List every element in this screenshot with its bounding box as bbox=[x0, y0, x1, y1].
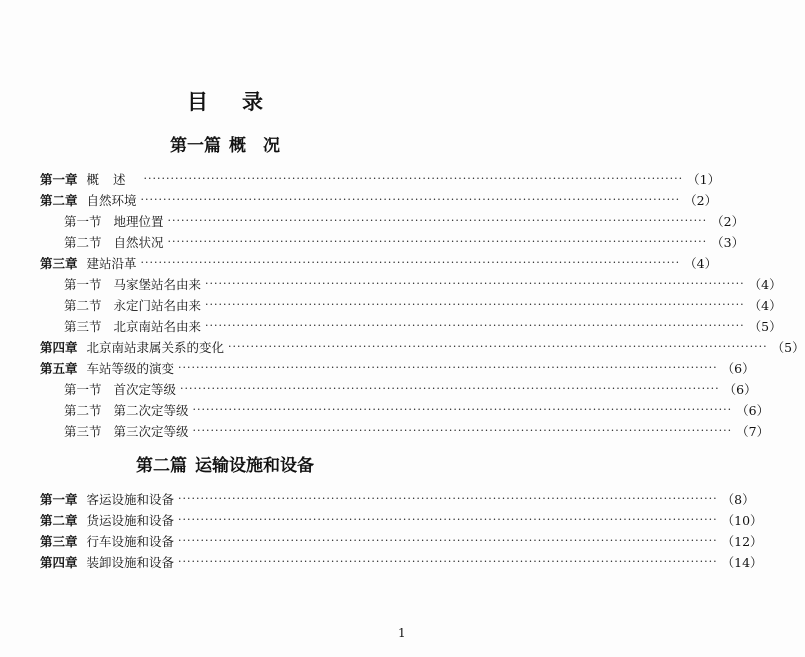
toc-chapter-row[interactable] bbox=[40, 531, 763, 551]
part-heading bbox=[0, 451, 450, 476]
entry-page-number: （4） bbox=[748, 298, 782, 313]
entry-title: 客运设施和设备 bbox=[86, 492, 175, 507]
part-number: 第二篇 bbox=[136, 456, 187, 476]
page-title bbox=[0, 86, 450, 116]
dot-leader: ························································································································ bbox=[192, 403, 733, 416]
dot-leader: ························································································································ bbox=[167, 214, 708, 227]
dot-leader: ························································································································ bbox=[192, 424, 733, 437]
entry-page-number: （4） bbox=[748, 277, 782, 292]
entry-page-number: （10） bbox=[721, 513, 763, 528]
dot-leader: ························································································································ bbox=[167, 235, 708, 248]
entry-title: 马家堡站名由来 bbox=[113, 277, 202, 292]
entry-page-number: （6） bbox=[723, 382, 757, 397]
toc-section-row[interactable] bbox=[64, 274, 782, 294]
section-label: 第三节 bbox=[64, 319, 102, 334]
entry-title: 首次定等级 bbox=[113, 382, 177, 397]
entry-page-number: （8） bbox=[721, 492, 755, 507]
dot-leader: ························································································································ bbox=[205, 319, 745, 332]
toc-chapter-row[interactable] bbox=[40, 337, 805, 357]
chapter-label: 第三章 bbox=[40, 256, 78, 271]
entry-page-number: （2） bbox=[684, 193, 718, 208]
entry-title: 概述 bbox=[86, 172, 140, 187]
dot-leader: ························································································································ bbox=[178, 555, 718, 568]
dot-leader: ························································································································ bbox=[228, 340, 768, 353]
entry-title: 第三次定等级 bbox=[113, 424, 189, 439]
page-number: 1 bbox=[398, 626, 406, 640]
entry-title: 自然状况 bbox=[113, 235, 164, 250]
title-char-1: 目 bbox=[187, 90, 208, 114]
entry-page-number: （5） bbox=[748, 319, 782, 334]
toc-section-row[interactable] bbox=[64, 295, 782, 315]
toc-section-row[interactable] bbox=[64, 232, 745, 252]
entry-title: 行车设施和设备 bbox=[86, 534, 175, 549]
toc-chapter-row[interactable] bbox=[40, 510, 763, 530]
entry-page-number: （7） bbox=[736, 424, 770, 439]
toc-chapter-row[interactable] bbox=[40, 489, 755, 509]
entry-title: 自然环境 bbox=[86, 193, 137, 208]
toc-section-row[interactable] bbox=[64, 211, 745, 231]
chapter-label: 第一章 bbox=[40, 172, 78, 187]
dot-leader: ························································································································ bbox=[140, 193, 681, 206]
chapter-label: 第一章 bbox=[40, 492, 78, 507]
entry-title: 车站等级的演变 bbox=[86, 361, 175, 376]
section-label: 第一节 bbox=[64, 214, 102, 229]
section-label: 第三节 bbox=[64, 424, 102, 439]
dot-leader: ························································································································ bbox=[180, 382, 720, 395]
toc-chapter-row[interactable] bbox=[40, 358, 755, 378]
entry-title: 建站沿革 bbox=[86, 256, 137, 271]
entry-page-number: （1） bbox=[687, 172, 721, 187]
section-label: 第二节 bbox=[64, 235, 102, 250]
section-label: 第二节 bbox=[64, 403, 102, 418]
dot-leader: ························································································································ bbox=[178, 492, 718, 505]
part-heading bbox=[0, 131, 450, 156]
dot-leader: ························································································································ bbox=[178, 513, 718, 526]
dot-leader: ························································································································ bbox=[178, 534, 718, 547]
entry-page-number: （4） bbox=[684, 256, 718, 271]
part-number: 第一篇 bbox=[170, 136, 221, 156]
chapter-label: 第二章 bbox=[40, 513, 78, 528]
toc-chapter-row[interactable] bbox=[40, 190, 718, 210]
entry-page-number: （2） bbox=[711, 214, 745, 229]
chapter-label: 第四章 bbox=[40, 555, 78, 570]
entry-title: 北京南站名由来 bbox=[113, 319, 202, 334]
toc-section-row[interactable] bbox=[64, 316, 782, 336]
entry-page-number: （3） bbox=[711, 235, 745, 250]
chapter-label: 第二章 bbox=[40, 193, 78, 208]
section-label: 第二节 bbox=[64, 298, 102, 313]
entry-title: 货运设施和设备 bbox=[86, 513, 175, 528]
chapter-label: 第三章 bbox=[40, 534, 78, 549]
entry-title: 永定门站名由来 bbox=[113, 298, 202, 313]
dot-leader: ························································································································ bbox=[205, 298, 745, 311]
toc-chapter-row[interactable] bbox=[40, 253, 718, 273]
section-label: 第一节 bbox=[64, 382, 102, 397]
entry-title: 装卸设施和设备 bbox=[86, 555, 175, 570]
title-char-2: 录 bbox=[242, 90, 263, 114]
chapter-label: 第五章 bbox=[40, 361, 78, 376]
dot-leader: ························································································································ bbox=[143, 172, 684, 185]
entry-page-number: （14） bbox=[721, 555, 763, 570]
toc-chapter-row[interactable] bbox=[40, 169, 721, 189]
toc-section-row[interactable] bbox=[64, 379, 757, 399]
entry-title: 第二次定等级 bbox=[113, 403, 189, 418]
entry-page-number: （5） bbox=[771, 340, 805, 355]
part-title: 运输设施和设备 bbox=[195, 456, 314, 476]
entry-title: 北京南站隶属关系的变化 bbox=[86, 340, 225, 355]
dot-leader: ························································································································ bbox=[205, 277, 745, 290]
toc-section-row[interactable] bbox=[64, 400, 770, 420]
dot-leader: ························································································································ bbox=[140, 256, 681, 269]
entry-page-number: （6） bbox=[736, 403, 770, 418]
toc-section-row[interactable] bbox=[64, 421, 770, 441]
part-title: 概 况 bbox=[229, 136, 280, 156]
section-label: 第一节 bbox=[64, 277, 102, 292]
entry-title: 地理位置 bbox=[113, 214, 164, 229]
entry-page-number: （12） bbox=[721, 534, 763, 549]
entry-page-number: （6） bbox=[721, 361, 755, 376]
dot-leader: ························································································································ bbox=[178, 361, 718, 374]
chapter-label: 第四章 bbox=[40, 340, 78, 355]
toc-chapter-row[interactable] bbox=[40, 552, 763, 572]
